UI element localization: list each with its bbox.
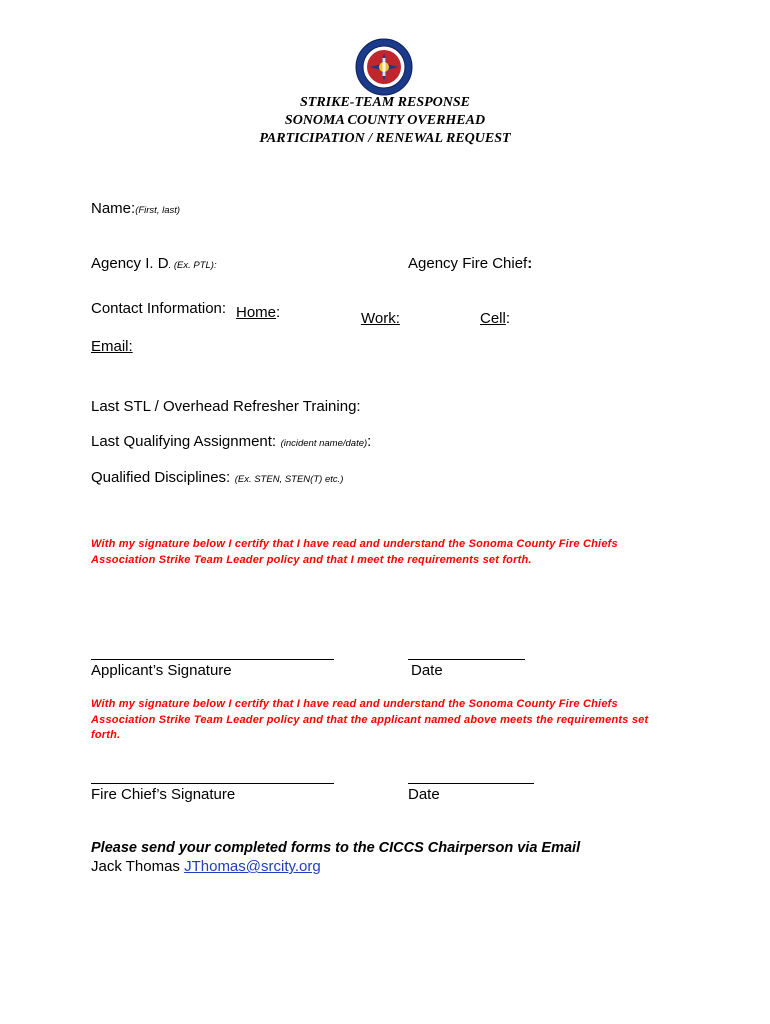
name-field bbox=[91, 200, 180, 218]
agency-fire-chief-field: Agency Fire Chief: bbox=[408, 255, 533, 272]
assignment-hint: (incident name/date) bbox=[280, 438, 368, 449]
applicant-date-line[interactable] bbox=[408, 659, 525, 660]
form-title bbox=[0, 94, 770, 148]
agency-id-hint: . (Ex. PTL): bbox=[168, 260, 217, 271]
title-line-2: SONOMA COUNTY OVERHEAD bbox=[284, 113, 486, 128]
disciplines-hint: (Ex. STEN, STEN(T) etc.) bbox=[234, 474, 344, 485]
sonoma-county-seal-logo bbox=[355, 38, 413, 96]
chief-date-line[interactable] bbox=[408, 783, 534, 784]
assignment-label: Last Qualifying Assignment: bbox=[91, 433, 277, 450]
chief-signature-label: Fire Chief’s Signature bbox=[91, 786, 236, 803]
contact-email-link[interactable]: JThomas@srcity.org bbox=[184, 858, 321, 875]
contact-info-field bbox=[91, 300, 226, 318]
home-field: Home: bbox=[236, 304, 281, 321]
chief-date-label: Date bbox=[408, 786, 440, 803]
title-line-3: PARTICIPATION / RENEWAL REQUEST bbox=[259, 131, 511, 146]
applicant-signature-label: Applicant’s Signature bbox=[91, 662, 232, 679]
assignment-field: Last Qualifying Assignment: (incident name/date): bbox=[91, 433, 372, 450]
name-hint: (First, last) bbox=[135, 205, 181, 216]
cell-field: Cell: bbox=[480, 310, 511, 327]
chief-signature-line[interactable] bbox=[91, 783, 334, 784]
email-label: Email: bbox=[91, 338, 133, 355]
disciplines-field bbox=[91, 469, 343, 487]
submission-instruction: Please send your completed forms to the CICCS Chairperson via Email bbox=[91, 840, 581, 856]
title-line-1: STRIKE-TEAM RESPONSE bbox=[300, 95, 470, 110]
name-label: Name: bbox=[91, 200, 136, 217]
contact-info-label: Contact Information: bbox=[91, 300, 227, 317]
disciplines-label: Qualified Disciplines: bbox=[91, 469, 231, 486]
agency-id-field bbox=[91, 255, 217, 273]
cell-label: Cell bbox=[480, 310, 506, 327]
contact-line bbox=[91, 858, 321, 875]
work-field bbox=[361, 310, 400, 328]
chief-certification-statement: With my signature below I certify that I have read and understand the Sonoma County Fire Chiefs Association Strike Team Leader policy and that the applicant named above meets the requirements set forth. bbox=[91, 698, 649, 741]
applicant-date-label: Date bbox=[411, 662, 443, 679]
agency-fire-chief-label: Agency Fire Chief bbox=[408, 255, 528, 272]
training-field bbox=[91, 398, 361, 416]
training-label: Last STL / Overhead Refresher Training: bbox=[91, 398, 361, 415]
work-label: Work: bbox=[361, 310, 400, 327]
home-label: Home bbox=[236, 304, 277, 321]
contact-name: Jack Thomas bbox=[91, 858, 185, 875]
applicant-signature-line[interactable] bbox=[91, 659, 334, 660]
applicant-certification-statement: With my signature below I certify that I have read and understand the Sonoma County Fire Chiefs Association Strike Team Leader policy and that I meet the requirements set forth. bbox=[91, 538, 618, 566]
email-field bbox=[91, 338, 133, 356]
agency-id-label: Agency I. D bbox=[91, 255, 169, 272]
